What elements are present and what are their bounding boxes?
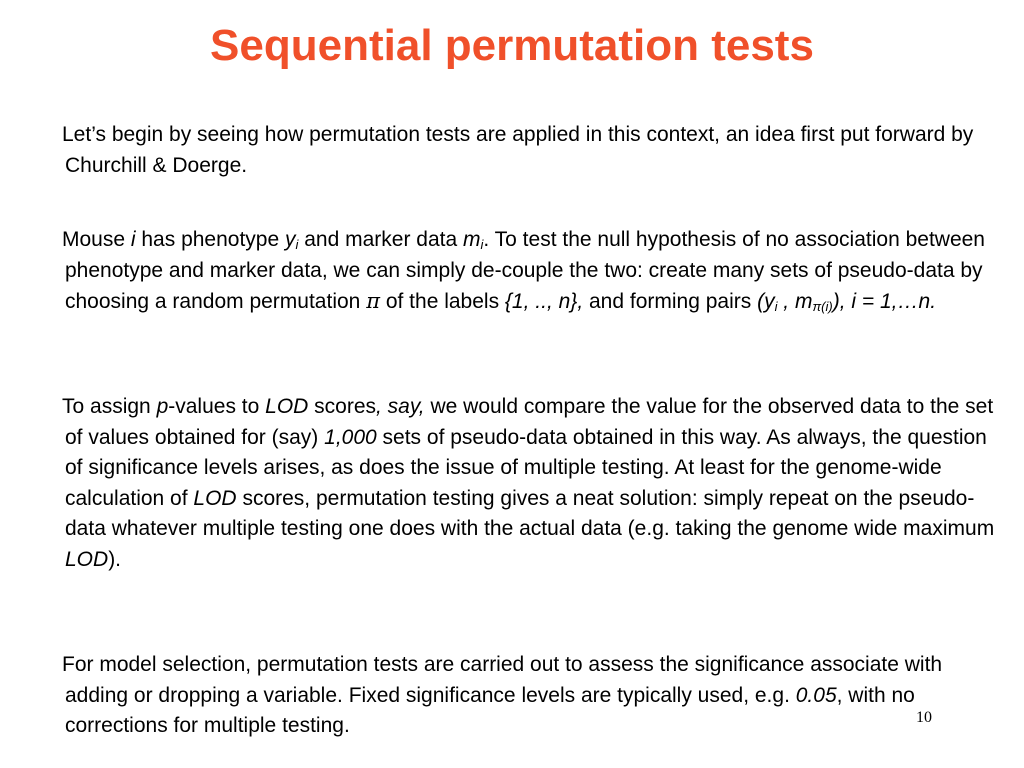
paragraph-text: Let’s begin by seeing how permutation tests are applied in this context, an idea first put forward by Churchill & Doerge. (62, 123, 974, 177)
paragraph-model-selection (62, 650, 1000, 742)
text-run: For model selection, permutation tests are carried out to assess the significance associate with adding or dropping a variable. Fixed significance levels are typically used, e.g. (62, 653, 943, 707)
text-run: sets of pseudo-data obtained in this way. As always, the question of significance levels arises, as does the issue of multiple testing. At least for the genome-wide calculation of (65, 425, 987, 510)
text-run: and forming pairs (583, 290, 758, 313)
lod-term: LOD (65, 547, 109, 571)
variable-p: p (156, 395, 169, 418)
text-run: To assign (62, 395, 157, 418)
variable-m: m (462, 228, 481, 251)
pair-middle: , m (777, 290, 813, 313)
variable-y: y (285, 228, 296, 251)
pair-close: ), i = 1,…n. (832, 290, 937, 313)
text-run: scores, permutation testing gives a neat solution: simply repeat on the pseudo-data whatever multiple testing one does with the actual data (e.g. taking the genome wide maximum (65, 486, 995, 540)
paragraph-p-values (62, 392, 1000, 575)
thousand-value: 1,000 (324, 425, 377, 449)
paragraph-permutation-method (62, 225, 1000, 318)
pi-symbol: π (366, 289, 380, 313)
text-run: and marker data (298, 228, 463, 251)
text-run: of the labels (380, 290, 505, 313)
text-run: we would compare the value for the observed data to the set of values obtained for (say) (65, 395, 994, 449)
subscript-i: i (774, 299, 778, 314)
text-run: , with no corrections for multiple testing. (65, 683, 915, 737)
variable-i: i (130, 228, 136, 251)
page-number: 10 (916, 709, 932, 726)
text-run: . To test the null hypothesis of no association between phenotype and marker data, we can simply de-couple the two: create many sets of pseudo-data by choosing a random permutation (65, 228, 985, 313)
subscript-i: i (480, 237, 484, 252)
text-run: scores (308, 395, 377, 418)
labels-set: {1, .., n}, (504, 290, 584, 313)
text-run: has phenotype (135, 228, 285, 251)
pair-open: (y (757, 290, 775, 313)
text-run: Mouse (62, 228, 131, 251)
subscript-i: i (295, 237, 299, 252)
paragraph-intro (62, 120, 1000, 181)
significance-value: 0.05 (795, 683, 837, 707)
slide-title: Sequential permutation tests (210, 21, 814, 70)
text-run: -values to (168, 395, 266, 418)
lod-term: LOD (193, 486, 237, 510)
subscript-pi-i: π(i) (812, 299, 833, 314)
say-term: , say, (376, 395, 425, 418)
text-run: ). (108, 547, 122, 571)
lod-term: LOD (265, 395, 309, 418)
